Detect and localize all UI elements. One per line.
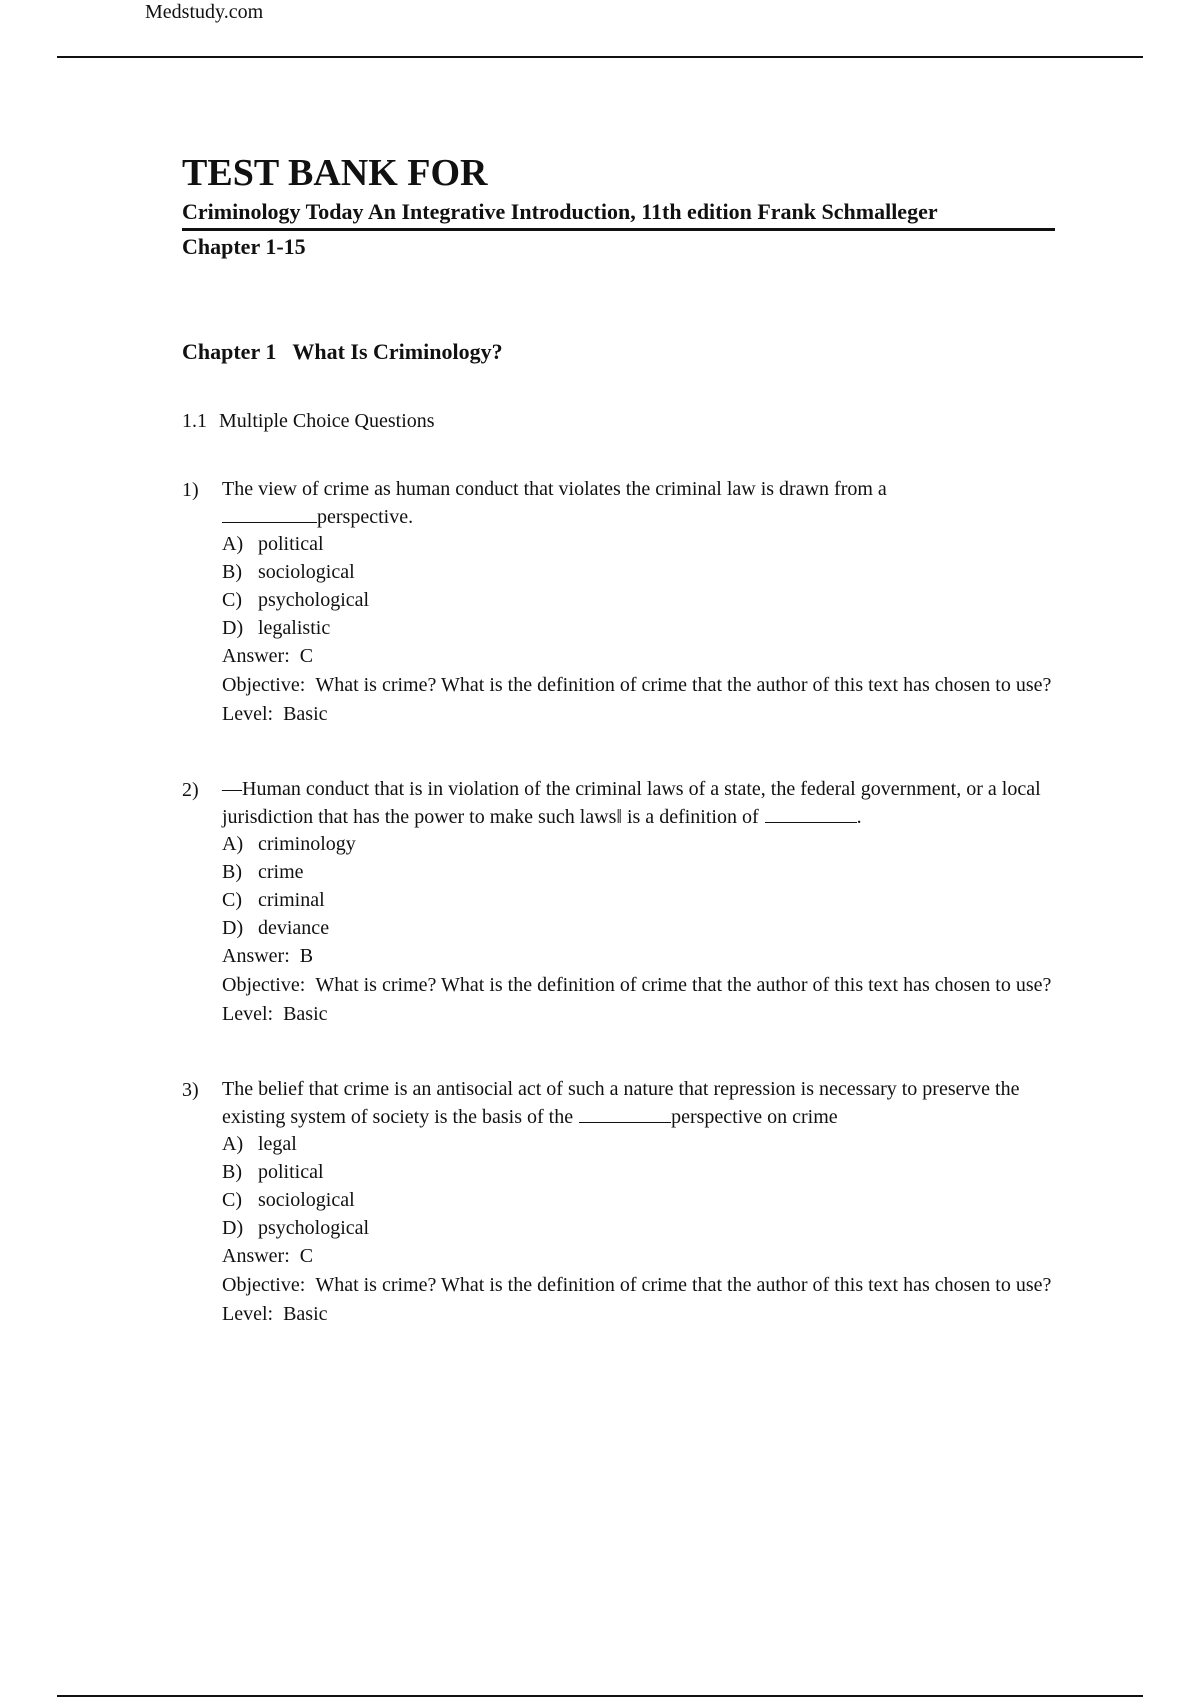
option-text: political <box>258 1161 324 1183</box>
option-text: sociological <box>258 561 355 583</box>
objective-label: Objective: <box>222 674 306 696</box>
option-text: sociological <box>258 1189 355 1211</box>
answer-line <box>222 642 1062 670</box>
objective-text: What is crime? What is the definition of crime that the author of this text has chosen to use? <box>315 974 1052 996</box>
question-number: 2) <box>182 779 199 801</box>
objective-text: What is crime? What is the definition of crime that the author of this text has chosen to use? <box>315 1274 1052 1296</box>
section-heading <box>182 408 1062 434</box>
section-name: Multiple Choice Questions <box>219 410 435 432</box>
option-text: legalistic <box>258 617 331 639</box>
question-3 <box>182 1076 1062 1328</box>
option-letter: A) <box>222 833 244 855</box>
option-d <box>222 614 1062 642</box>
objective-line <box>222 673 1062 698</box>
option-text: deviance <box>258 917 330 939</box>
option-letter: B) <box>222 561 242 583</box>
stem-text: The belief that crime is an antisocial act of such a nature that repression is necessary to preserve the existing system of society is the basis of the <box>222 1078 1020 1128</box>
option-b <box>222 558 1062 586</box>
answer-label: Answer: <box>222 645 290 667</box>
option-c <box>222 586 1062 614</box>
objective-line <box>222 1273 1062 1298</box>
option-letter: C) <box>222 589 242 611</box>
chapter-number: Chapter 1 <box>182 339 277 364</box>
level-value: Basic <box>283 703 328 725</box>
objective-label: Objective: <box>222 1274 306 1296</box>
option-letter: D) <box>222 1217 244 1239</box>
fill-in-blank <box>765 802 857 823</box>
option-letter: D) <box>222 917 244 939</box>
answer-label: Answer: <box>222 945 290 967</box>
section-number: 1.1 <box>182 410 207 432</box>
chapter-heading <box>182 338 1062 366</box>
option-text: legal <box>258 1133 297 1155</box>
stem-text: The view of crime as human conduct that violates the criminal law is drawn from a <box>222 478 887 500</box>
question-1 <box>182 476 1062 728</box>
page-content <box>182 150 1062 1328</box>
option-text: psychological <box>258 1217 370 1239</box>
option-a <box>222 830 1062 858</box>
option-d <box>222 914 1062 942</box>
option-d <box>222 1214 1062 1242</box>
site-name: Medstudy.com <box>145 1 264 23</box>
question-number: 1) <box>182 479 199 501</box>
level-value: Basic <box>283 1303 328 1325</box>
level-value: Basic <box>283 1003 328 1025</box>
fill-in-blank <box>222 502 317 523</box>
stem-text: —Human conduct that is in violation of the criminal laws of a state, the federal government, or a local jurisdiction that has the power to make such laws‖ is a definition of <box>222 778 1041 828</box>
answer-value: B <box>299 945 314 967</box>
option-text: psychological <box>258 589 370 611</box>
chapter-name: What Is Criminology? <box>292 339 503 364</box>
option-a <box>222 530 1062 558</box>
question-stem <box>222 776 1062 830</box>
stem-text-end: perspective on crime <box>671 1106 838 1128</box>
option-text: criminal <box>258 889 325 911</box>
objective-line <box>222 973 1062 998</box>
question-number: 3) <box>182 1079 199 1101</box>
answer-value: C <box>299 645 314 667</box>
option-letter: A) <box>222 1133 244 1155</box>
option-letter: C) <box>222 889 242 911</box>
option-letter: D) <box>222 617 244 639</box>
option-letter: B) <box>222 1161 242 1183</box>
question-stem <box>222 1076 1062 1130</box>
option-text: criminology <box>258 833 356 855</box>
level-label: Level: <box>222 703 274 725</box>
question-2 <box>182 776 1062 1028</box>
answer-line <box>222 942 1062 970</box>
option-letter: B) <box>222 861 242 883</box>
fill-in-blank <box>579 1102 671 1123</box>
option-text: crime <box>258 861 304 883</box>
objective-label: Objective: <box>222 974 306 996</box>
option-b <box>222 1158 1062 1186</box>
objective-text: What is crime? What is the definition of crime that the author of this text has chosen to use? <box>315 674 1052 696</box>
answer-value: C <box>299 1245 314 1267</box>
option-c <box>222 1186 1062 1214</box>
option-letter: A) <box>222 533 244 555</box>
option-c <box>222 886 1062 914</box>
footer-rule <box>57 1695 1143 1697</box>
header-rule <box>57 56 1143 58</box>
option-a <box>222 1130 1062 1158</box>
level-label: Level: <box>222 1003 274 1025</box>
stem-text-end: perspective. <box>317 506 414 528</box>
level-label: Level: <box>222 1303 274 1325</box>
chapter-range: Chapter 1-15 <box>182 234 306 259</box>
level-line <box>222 1000 1062 1028</box>
answer-label: Answer: <box>222 1245 290 1267</box>
option-text: political <box>258 533 324 555</box>
option-b <box>222 858 1062 886</box>
doc-subtitle: Criminology Today An Integrative Introduction, 11th edition Frank Schmalleger <box>182 198 1055 231</box>
level-line <box>222 700 1062 728</box>
stem-text-end: . <box>856 806 862 828</box>
answer-line <box>222 1242 1062 1270</box>
option-letter: C) <box>222 1189 242 1211</box>
level-line <box>222 1300 1062 1328</box>
question-stem <box>222 476 1062 530</box>
doc-title: TEST BANK FOR <box>182 152 488 194</box>
